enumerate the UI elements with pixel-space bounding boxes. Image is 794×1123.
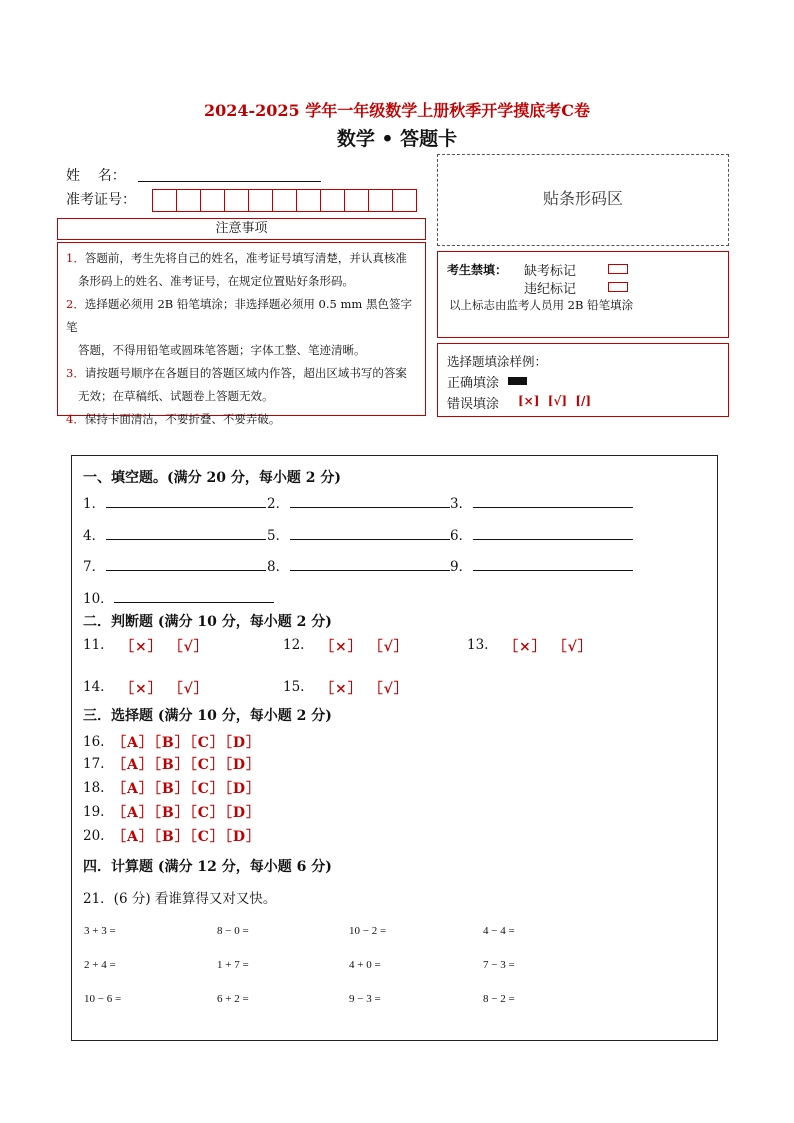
examiner-only-panel: [437, 251, 729, 338]
q18-label: 18.: [83, 780, 105, 796]
q14-label: 14.: [83, 679, 105, 695]
forbidden-label: 考生禁填：: [447, 263, 508, 277]
q7-answer-line[interactable]: [106, 570, 266, 571]
violation-mark-label: 违纪标记: [524, 282, 577, 297]
q9-label: 9．: [450, 559, 473, 575]
id-digit-box[interactable]: [224, 189, 249, 212]
id-digit-box[interactable]: [368, 189, 393, 212]
q6-answer-line[interactable]: [473, 539, 633, 540]
calc-item: 9 − 3 =: [349, 993, 381, 1005]
q3-label: 3．: [450, 496, 473, 512]
q2-label: 2．: [267, 496, 290, 512]
id-digit-box[interactable]: [248, 189, 273, 212]
q17-label: 17.: [83, 756, 105, 772]
q4-label: 4．: [83, 528, 106, 544]
q11-options[interactable]: ［×］ ［√］: [120, 639, 209, 655]
notice-item: 4．保持卡面清洁，不要折叠、不要弄破。: [66, 412, 281, 426]
section-calc-heading: 四．计算题 (满分 12 分，每小题 6 分): [83, 859, 332, 875]
barcode-area: 贴条形码区: [437, 154, 729, 246]
wrong-fill-label: 错误填涂: [447, 397, 500, 412]
calc-item: 2 + 4 =: [84, 959, 116, 971]
q20-label: 20.: [83, 828, 105, 844]
id-digit-box[interactable]: [272, 189, 297, 212]
id-digit-box[interactable]: [392, 189, 417, 212]
q1-label: 1．: [83, 496, 106, 512]
notice-item: 1．答题前，考生先将自己的姓名，准考证号填写清楚，并认真核准: [66, 251, 407, 265]
q14-options[interactable]: ［×］ ［√］: [120, 681, 209, 697]
notice-item-cont: 答题，不得用铅笔或圆珠笔答题；字体工整、笔迹清晰。: [78, 343, 366, 357]
calc-item: 8 − 2 =: [483, 993, 515, 1005]
correct-fill-label: 正确填涂: [447, 376, 500, 391]
q20-options[interactable]: ［A］［B］［C］［D］: [112, 829, 261, 845]
q7-label: 7．: [83, 559, 106, 575]
section-judge-heading: 二．判断题 (满分 10 分，每小题 2 分): [83, 614, 332, 630]
sample-title: 选择题填涂样例：: [447, 354, 548, 369]
q19-label: 19.: [83, 804, 105, 820]
name-label: 姓 名：: [66, 168, 126, 184]
id-digit-box[interactable]: [152, 189, 177, 212]
calc-item: 8 − 0 =: [217, 925, 249, 937]
q10-answer-line[interactable]: [114, 602, 274, 603]
q3-answer-line[interactable]: [473, 507, 633, 508]
q19-options[interactable]: ［A］［B］［C］［D］: [112, 805, 261, 821]
calc-item: 6 + 2 =: [217, 993, 249, 1005]
q12-label: 12.: [283, 637, 305, 653]
q17-options[interactable]: ［A］［B］［C］［D］: [112, 757, 261, 773]
notice-panel: [57, 242, 426, 426]
calc-item: 7 − 3 =: [483, 959, 515, 971]
calc-item: 4 + 0 =: [349, 959, 381, 971]
fill-sample-panel: [437, 343, 729, 417]
q1-answer-line[interactable]: [106, 507, 266, 508]
absent-mark-box[interactable]: [608, 264, 628, 274]
q16-options[interactable]: ［A］［B］［C］［D］: [112, 735, 261, 751]
id-digit-box[interactable]: [200, 189, 225, 212]
exam-title: 2024-2025 学年一年级数学上册秋季开学摸底考C卷: [203, 101, 590, 120]
q16-label: 16.: [83, 734, 105, 750]
calc-item: 4 − 4 =: [483, 925, 515, 937]
q5-answer-line[interactable]: [290, 539, 450, 540]
q18-options[interactable]: ［A］［B］［C］［D］: [112, 781, 261, 797]
q4-answer-line[interactable]: [106, 539, 266, 540]
section-fill-heading: 一、填空题。(满分 20 分，每小题 2 分): [83, 470, 341, 486]
notice-item: 3．请按题号顺序在各题目的答题区域内作答，超出区域书写的答案: [66, 366, 407, 380]
notice-item-cont: 无效；在草稿纸、试题卷上答题无效。: [78, 389, 274, 403]
section-choice-heading: 三．选择题 (满分 10 分，每小题 2 分): [83, 708, 332, 724]
examiner-note: 以上标志由监考人员用 2B 铅笔填涂: [449, 298, 634, 312]
q13-options[interactable]: ［×］ ［√］: [504, 639, 593, 655]
id-digit-box[interactable]: [344, 189, 369, 212]
answer-area: [71, 455, 718, 1041]
q8-answer-line[interactable]: [290, 570, 450, 571]
id-digit-box[interactable]: [320, 189, 345, 212]
id-digit-box[interactable]: [296, 189, 321, 212]
calc-item: 3 + 3 =: [84, 925, 116, 937]
calc-item: 10 − 2 =: [349, 925, 387, 937]
q6-label: 6．: [450, 528, 473, 544]
q12-options[interactable]: ［×］ ［√］: [320, 639, 409, 655]
q8-label: 8．: [267, 559, 290, 575]
violation-mark-box[interactable]: [608, 282, 628, 292]
q13-label: 13.: [467, 637, 489, 653]
calc-item: 1 + 7 =: [217, 959, 249, 971]
wrong-fill-examples: [×] [√] [/]: [518, 394, 592, 408]
q5-label: 5．: [267, 528, 290, 544]
absent-mark-label: 缺考标记: [524, 264, 577, 279]
q15-label: 15.: [283, 679, 305, 695]
q11-label: 11.: [83, 637, 105, 653]
q2-answer-line[interactable]: [290, 507, 450, 508]
id-digit-box[interactable]: [176, 189, 201, 212]
q15-options[interactable]: ［×］ ［√］: [320, 681, 409, 697]
q21-prompt: 21．(6 分) 看谁算得又对又快。: [83, 891, 277, 907]
filled-mark-icon: [508, 377, 527, 385]
q9-answer-line[interactable]: [473, 570, 633, 571]
notice-heading: 注意事项: [57, 218, 426, 240]
name-field[interactable]: [138, 181, 321, 182]
id-label: 准考证号：: [66, 192, 136, 208]
notice-item: 2．选择题必须用 2B 铅笔填涂；非选择题必须用 0.5 mm 黑色签字笔: [66, 297, 412, 334]
answer-card-subtitle: 数学 • 答题卡: [336, 128, 458, 150]
calc-item: 10 − 6 =: [84, 993, 122, 1005]
q10-label: 10．: [83, 591, 114, 607]
notice-item-cont: 条形码上的姓名、准考证号，在规定位置贴好条形码。: [78, 274, 354, 288]
id-number-boxes[interactable]: [152, 189, 416, 212]
